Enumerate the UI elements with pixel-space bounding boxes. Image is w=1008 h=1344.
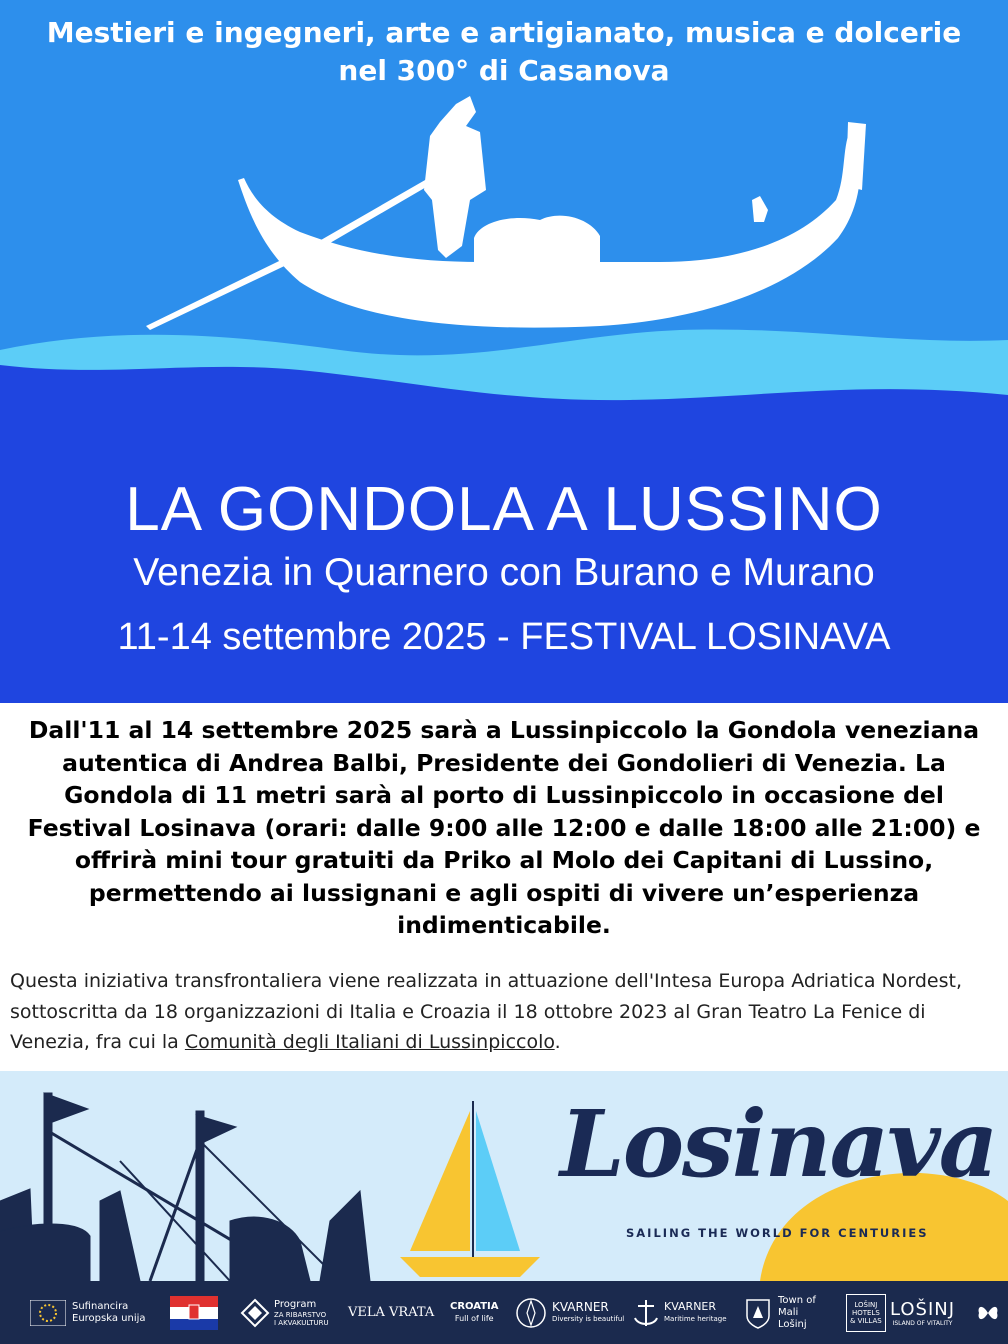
- sponsor-eu: [30, 1281, 146, 1344]
- event-date: 11-14 settembre 2025 - FESTIVAL LOSINAVA: [117, 616, 891, 658]
- sponsor-bar: [0, 1281, 1008, 1344]
- losinava-tagline: SAILING THE WORLD FOR CENTURIES: [626, 1226, 929, 1240]
- eu-caption: [72, 1301, 146, 1325]
- town-line1: Town of: [778, 1294, 816, 1306]
- small-figure: [752, 196, 768, 222]
- croatia-flag-icon: [170, 1296, 218, 1330]
- butterfly-icon: [976, 1281, 1000, 1344]
- program-line1: Program: [274, 1298, 317, 1310]
- event-title: LA GONDOLA A LUSSINO: [125, 475, 883, 544]
- sponsor-kvarner-maritime: [632, 1281, 727, 1344]
- hero-headline-line2: nel 300° di Casanova: [338, 54, 670, 87]
- anchor-icon: [632, 1296, 660, 1330]
- croatia-tagline: Full of life: [454, 1313, 494, 1323]
- cargo-silhouette: [474, 216, 600, 262]
- sponsor-hotels: [846, 1294, 886, 1332]
- coat-of-arms-icon: [744, 1296, 772, 1330]
- kvarner-tagline: Diversity is beautiful: [552, 1314, 625, 1323]
- community-link[interactable]: Comunità degli Italiani di Lussinpiccolo: [184, 1031, 555, 1053]
- eu-line2: Europska unija: [72, 1312, 146, 1324]
- croatia-label: CROATIA: [450, 1300, 499, 1312]
- sponsor-croatia: [450, 1281, 499, 1344]
- hero-section: [0, 0, 1008, 470]
- kvarner-label: KVARNER: [552, 1299, 609, 1314]
- fish-icon: [240, 1298, 270, 1328]
- ship-masts-silhouette: [0, 1093, 370, 1281]
- sponsor-croatia-flag: [170, 1281, 218, 1344]
- town-caption: [778, 1295, 816, 1331]
- initiative-note: [10, 966, 1000, 1058]
- hero-headline-line1: Mestieri e ingegneri, arte e artigianato, musica e dolcerie: [46, 16, 962, 49]
- kvarner2-label: KVARNER: [664, 1299, 717, 1313]
- kvarner-caption: [552, 1301, 624, 1325]
- kvarner2-tagline: Maritime heritage: [664, 1314, 727, 1323]
- sponsor-town: [744, 1281, 816, 1344]
- eu-line1: Sufinancira: [72, 1300, 129, 1312]
- hotels-line1: LOŠINJ: [854, 1301, 878, 1309]
- losinj-label: LOŠINJ: [890, 1298, 956, 1320]
- losinava-logo: Losinava: [560, 1090, 997, 1198]
- town-line3: Lošinj: [778, 1318, 807, 1330]
- note-end: .: [554, 1031, 561, 1053]
- note-text: Questa iniziativa transfrontaliera viene realizzata in attuazione dell'Intesa Europa Adriatica Nordest, sottoscritta da 18 organizzazioni di Italia e Croazia il 18 ottobre 2023 al Gran Teatro La Fenice di Venezia, fra cui la: [10, 970, 962, 1053]
- compass-icon: [514, 1296, 548, 1330]
- program-caption: [274, 1299, 329, 1327]
- announcement-text: Dall'11 al 14 settembre 2025 sarà a Lussinpiccolo la Gondola veneziana autentica di Andrea Balbi, Presidente dei Gondolieri di Venezia. La Gondola di 11 metri sarà al porto di Lussinpiccolo in occasione del Festival Losinava (orari: dalle 9:00 alle 12:00 e dalle 18:00 alle 21:00) e offrirà mini tour gratuiti da Priko al Molo dei Capitani di Lussino, permettendo ai lussignani e agli ospiti di vivere un’esperienza indimenticabile.: [27, 716, 981, 939]
- hotels-line2: HOTELS: [851, 1309, 880, 1317]
- prow-ferro: [846, 122, 866, 190]
- kvarner-maritime-caption: [664, 1301, 727, 1325]
- sponsor-losinj: [890, 1281, 955, 1344]
- hotels-line3: & VILLAS: [850, 1317, 882, 1325]
- sponsor-vela-vrata: VELA VRATA: [348, 1305, 435, 1320]
- sponsor-program: [240, 1281, 329, 1344]
- sponsor-kvarner: [514, 1281, 624, 1344]
- eu-flag-icon: [30, 1300, 66, 1326]
- town-line2: Mali: [778, 1306, 799, 1318]
- program-line3: I AKVAKULTURU: [274, 1318, 329, 1327]
- sailboat-icon: [400, 1101, 540, 1277]
- event-subtitle: Venezia in Quarnero con Burano e Murano: [133, 551, 875, 594]
- hero-headline: [0, 14, 1008, 90]
- program-line2: ZA RIBARSTVO: [274, 1310, 327, 1319]
- losinj-tagline: ISLAND OF VITALITY: [892, 1319, 953, 1327]
